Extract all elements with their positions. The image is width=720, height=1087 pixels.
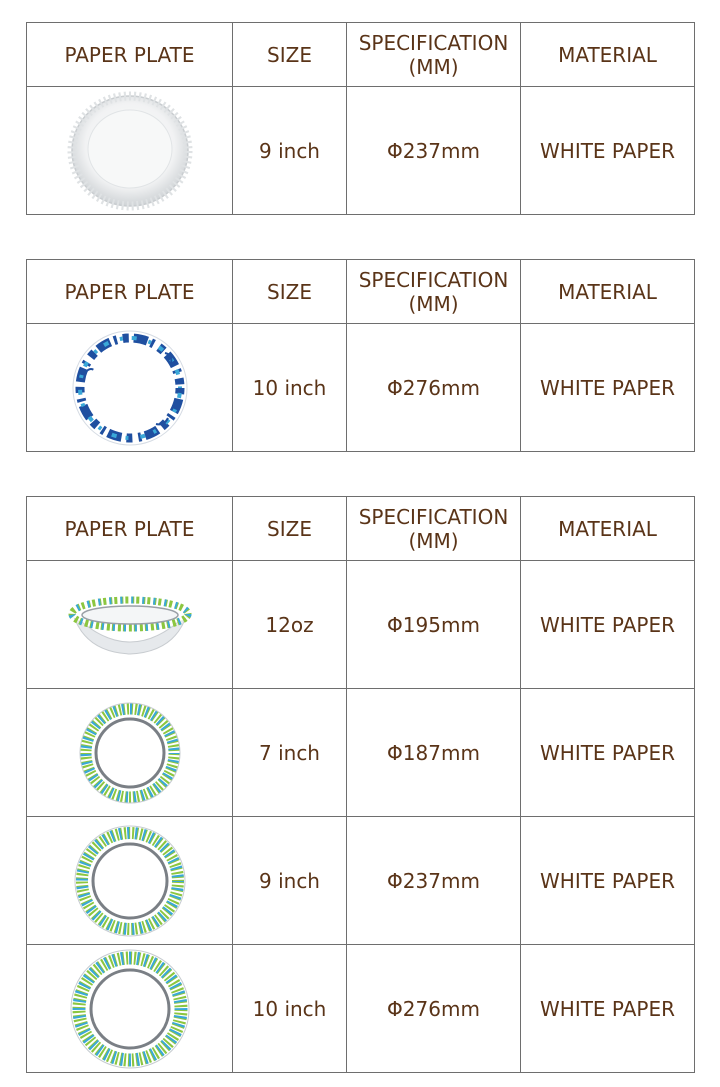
white-plate-image xyxy=(65,91,195,211)
plate-image-cell xyxy=(27,561,233,689)
header-paper-plate: PAPER PLATE xyxy=(27,260,233,324)
header-specification xyxy=(347,23,521,87)
header-row xyxy=(27,23,695,87)
table-row xyxy=(27,324,695,452)
header-material: MATERIAL xyxy=(521,260,695,324)
header-row xyxy=(27,260,695,324)
header-row xyxy=(27,497,695,561)
header-paper-plate: PAPER PLATE xyxy=(27,23,233,87)
table-row xyxy=(27,689,695,817)
header-material: MATERIAL xyxy=(521,23,695,87)
size-cell: 10 inch xyxy=(233,945,347,1073)
table-row xyxy=(27,87,695,215)
size-cell: 9 inch xyxy=(233,817,347,945)
spec-cell: Φ276mm xyxy=(347,324,521,452)
spec-cell: Φ237mm xyxy=(347,817,521,945)
material-cell: WHITE PAPER xyxy=(521,689,695,817)
blue-swirl-plate-image xyxy=(65,328,195,448)
size-cell: 10 inch xyxy=(233,324,347,452)
header-specification xyxy=(347,260,521,324)
striped-plate-image xyxy=(70,698,190,808)
header-spec-line2: (MM) xyxy=(408,291,459,316)
material-cell: WHITE PAPER xyxy=(521,817,695,945)
spec-cell: Φ187mm xyxy=(347,689,521,817)
plate-image-cell xyxy=(27,817,233,945)
header-spec-line1: SPECIFICATION xyxy=(358,30,509,55)
spec-cell: Φ195mm xyxy=(347,561,521,689)
spec-cell: Φ237mm xyxy=(347,87,521,215)
spec-cell: Φ276mm xyxy=(347,945,521,1073)
material-cell: WHITE PAPER xyxy=(521,945,695,1073)
material-cell: WHITE PAPER xyxy=(521,324,695,452)
material-cell: WHITE PAPER xyxy=(521,87,695,215)
header-material: MATERIAL xyxy=(521,497,695,561)
plate-image-cell xyxy=(27,324,233,452)
striped-bowl-image xyxy=(65,590,195,660)
header-size: SIZE xyxy=(233,260,347,324)
striped-plate-image xyxy=(68,823,192,939)
striped-plate-image xyxy=(65,948,195,1070)
header-specification xyxy=(347,497,521,561)
header-size: SIZE xyxy=(233,497,347,561)
plate-image-cell xyxy=(27,87,233,215)
header-spec-line2: (MM) xyxy=(408,54,459,79)
material-cell: WHITE PAPER xyxy=(521,561,695,689)
table-row xyxy=(27,561,695,689)
spec-table-1 xyxy=(26,22,695,215)
plate-image-cell xyxy=(27,945,233,1073)
spec-table-3 xyxy=(26,496,695,1073)
spec-table-2 xyxy=(26,259,695,452)
table-row xyxy=(27,817,695,945)
header-spec-line1: SPECIFICATION xyxy=(358,504,509,529)
size-cell: 9 inch xyxy=(233,87,347,215)
header-spec-line2: (MM) xyxy=(408,528,459,553)
plate-image-cell xyxy=(27,689,233,817)
header-size: SIZE xyxy=(233,23,347,87)
size-cell: 12oz xyxy=(233,561,347,689)
size-cell: 7 inch xyxy=(233,689,347,817)
header-paper-plate: PAPER PLATE xyxy=(27,497,233,561)
header-spec-line1: SPECIFICATION xyxy=(358,267,509,292)
table-row xyxy=(27,945,695,1073)
